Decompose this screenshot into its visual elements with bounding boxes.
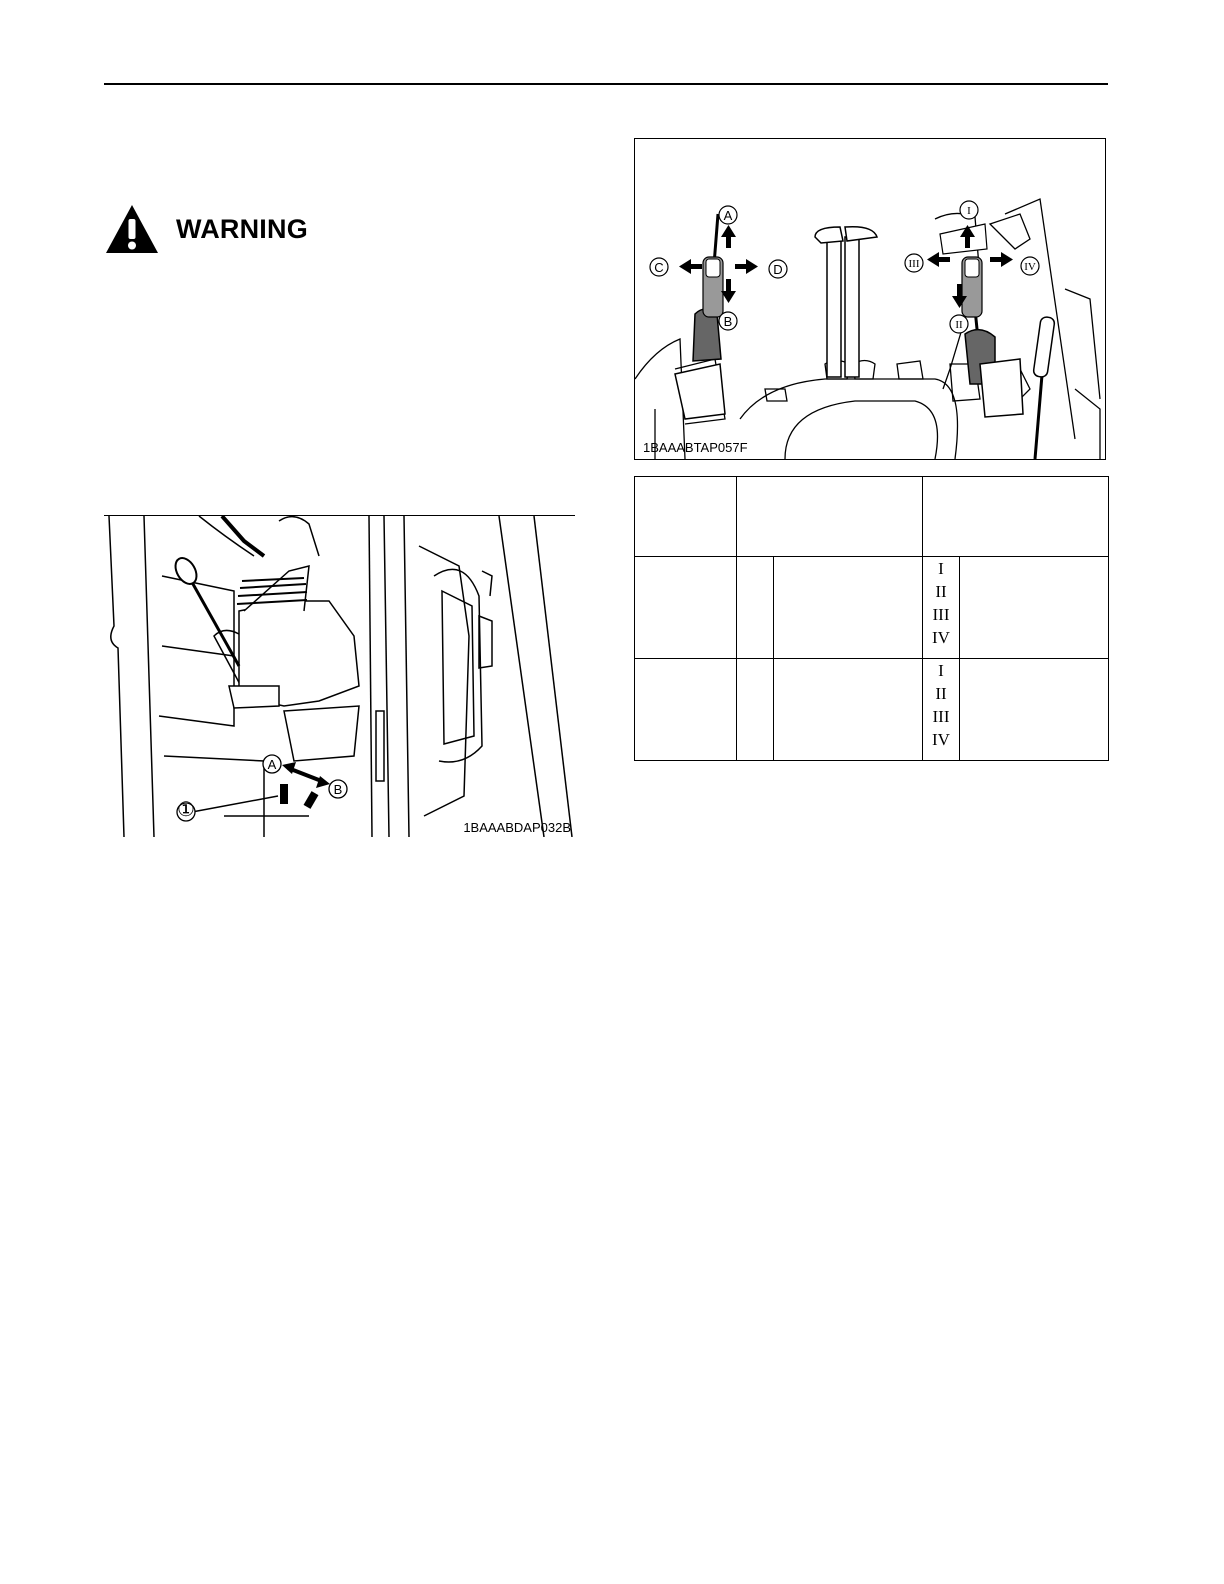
- warning-banner: [104, 203, 308, 255]
- callout-a: A: [723, 208, 733, 223]
- callout-c: C: [654, 260, 664, 275]
- callout-a: A: [267, 757, 277, 772]
- numeral: I: [938, 559, 944, 578]
- header-cell: [635, 477, 737, 557]
- callout-iv: IV: [1024, 261, 1036, 273]
- warning-label: WARNING: [176, 213, 308, 244]
- table-cell: [737, 659, 774, 761]
- table-cell: [774, 659, 923, 761]
- control-levers-illustration: [635, 139, 1105, 459]
- callout-iii: III: [908, 258, 920, 270]
- callout-d: D: [773, 262, 783, 277]
- table-cell: [960, 557, 1109, 659]
- warning-triangle-icon: [104, 203, 160, 255]
- roman-numeral-cell: [923, 659, 960, 761]
- table-cell: [774, 557, 923, 659]
- header-cell: [923, 477, 1109, 557]
- control-levers-figure: [634, 138, 1106, 460]
- numeral: II: [935, 684, 947, 703]
- roman-numeral-cell: [923, 557, 960, 659]
- numeral: III: [932, 605, 950, 624]
- callout-i: I: [967, 205, 971, 217]
- figure-code: 1BAAABDAP032B: [463, 820, 571, 835]
- table-cell: [635, 659, 737, 761]
- control-table: [634, 476, 1109, 761]
- header-rule: [104, 83, 1108, 85]
- table-row: [635, 659, 1109, 761]
- table-cell: [737, 557, 774, 659]
- callout-ii: II: [955, 319, 963, 331]
- numeral: IV: [932, 628, 950, 647]
- numeral: I: [938, 661, 944, 680]
- callout-b: B: [723, 314, 733, 329]
- callout-b: B: [333, 782, 343, 797]
- table-row: [635, 557, 1109, 659]
- numeral: II: [935, 582, 947, 601]
- numeral: IV: [932, 730, 950, 749]
- table-cell: [635, 557, 737, 659]
- header-cell: [737, 477, 923, 557]
- table-cell: [960, 659, 1109, 761]
- table-header-row: [635, 477, 1109, 557]
- lock-lever-illustration: [104, 516, 575, 837]
- callout-part-1: ①: [177, 799, 195, 821]
- figure-code: 1BAAABTAP057F: [643, 440, 748, 455]
- numeral: III: [932, 707, 950, 726]
- lock-lever-figure: [104, 515, 575, 837]
